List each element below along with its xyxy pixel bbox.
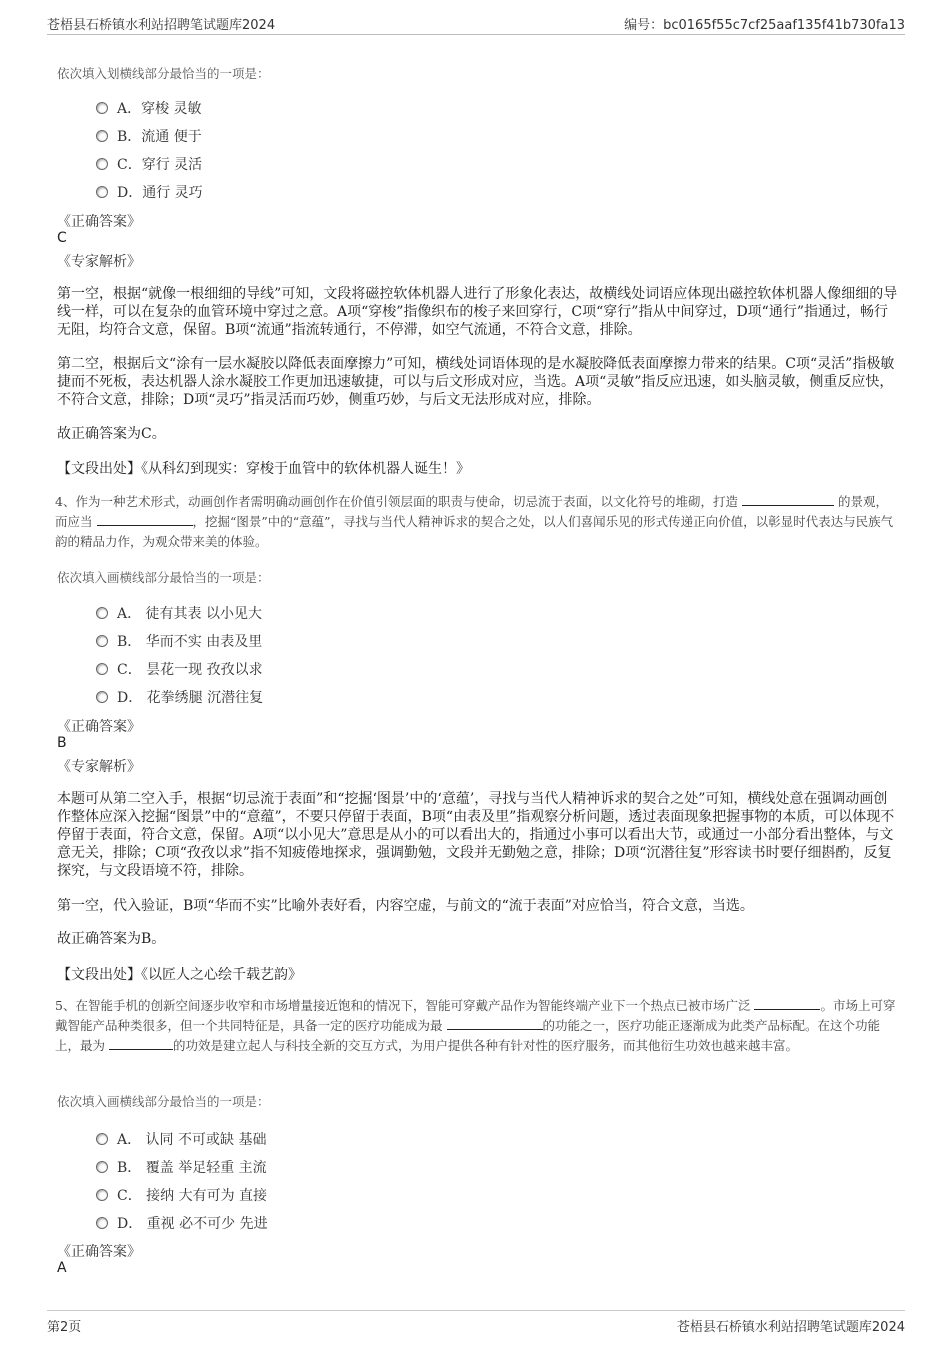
q4-option-c[interactable]: C． 昙花一现 孜孜以求 [96, 659, 263, 679]
page-footer [47, 1310, 905, 1337]
q5-prompt: 依次填入画横线部分最恰当的一项是： [57, 1094, 270, 1109]
q3-answer: C [57, 230, 67, 246]
radio-icon[interactable] [96, 663, 108, 675]
q3-analysis-p1: 第一空，根据“就像一根细细的导线”可知，文段将磁控软体机器人进行了形象化表达，故横线处词语应体现出磁控软体机器人像细细的导线一样，可以在复杂的血管环境中穿过之意。A项“穿梭”指像织布的梭子来回穿行，C项“穿行”指从中间穿过，D项“通行”指通过，畅行无阻，均符合文意，保留。B项“流通”指流转通行，不停滞，如空气流通，不符合文意，排除。 [57, 286, 898, 338]
q5-option-b[interactable]: B． 覆盖 举足轻重 主流 [96, 1157, 267, 1177]
radio-icon[interactable] [96, 130, 108, 142]
q4-answer-label: 《正确答案》 [57, 719, 141, 735]
page-number: 第2页 [47, 1320, 82, 1335]
q3-option-b[interactable]: B．流通 便于 [96, 126, 202, 146]
radio-icon[interactable] [96, 186, 108, 198]
q3-option-c[interactable]: C．穿行 灵活 [96, 154, 202, 174]
q4-answer: B [57, 735, 67, 751]
q3-analysis-conclusion: 故正确答案为C。 [57, 426, 166, 442]
radio-icon[interactable] [96, 102, 108, 114]
q4-analysis-label: 《专家解析》 [57, 759, 141, 775]
header-doc-title: 苍梧县石桥镇水利站招聘笔试题库2024 [47, 18, 276, 33]
header-doc-id: 编号：bc0165f55c7cf25aaf135f41b730fa13 [624, 18, 905, 33]
radio-icon[interactable] [96, 158, 108, 170]
radio-icon[interactable] [96, 1217, 108, 1229]
q5-answer: A [57, 1260, 67, 1276]
radio-icon[interactable] [96, 1161, 108, 1173]
q4-source: 【文段出处】《以匠人之心绘千载艺韵》 [57, 967, 302, 983]
q3-source: 【文段出处】《从科幻到现实：穿梭于血管中的软体机器人诞生！》 [57, 461, 470, 477]
q4-stem: 4、作为一种艺术形式，动画创作者需明确动画创作在价值引领层面的职责与使命，切忌流于表面，以文化符号的堆砌，打造 的景观，而应当 ，挖掘“图景”中的“意蕴”，寻找与当代人精神诉求的契合之处，以人们喜闻乐见的形式传递正向价值，以彰显时代表达与民族气韵的精品力作，为观众带来美的体验。 [55, 494, 894, 549]
q4-blank-1 [742, 493, 834, 506]
q5-option-d[interactable]: D． 重视 必不可少 先进 [96, 1213, 268, 1233]
q3-option-d[interactable]: D．通行 灵巧 [96, 182, 203, 202]
q4-analysis-p1: 本题可从第二空入手，根据“切忌流于表面”和“挖掘‘图景’中的‘意蕴’，寻找与当代人精神诉求的契合之处”可知，横线处意在强调动画创作整体应深入挖掘“图景”中的“意蕴”，不要只停留于表面，B项“由表及里”指观察分析问题，透过表面现象把握事物的本质，可以体现不停留于表面，符合文意，保留。A项“以小见大”意思是从小的可以看出大的，指通过小事可以看出大节，或通过一小部分看出整体，与文意无关，排除；C项“孜孜以求”指不知疲倦地探求，强调勤勉，文段并无勤勉之意，排除；D项“沉潜往复”形容读书时要仔细斟酌，反复探究，与文段语境不符，排除。 [57, 791, 895, 879]
q4-blank-2 [97, 513, 193, 526]
q3-analysis-label: 《专家解析》 [57, 254, 141, 270]
radio-icon[interactable] [96, 691, 108, 703]
q3-prompt: 依次填入划横线部分最恰当的一项是： [57, 66, 270, 81]
radio-icon[interactable] [96, 1133, 108, 1145]
q4-option-b[interactable]: B． 华而不实 由表及里 [96, 631, 262, 651]
radio-icon[interactable] [96, 1189, 108, 1201]
q3-option-a[interactable]: A．穿梭 灵敏 [96, 98, 202, 118]
q5-answer-label: 《正确答案》 [57, 1244, 141, 1260]
radio-icon[interactable] [96, 635, 108, 647]
q3-analysis-p2: 第二空，根据后文“涂有一层水凝胶以降低表面摩擦力”可知，横线处词语体现的是水凝胶降低表面摩擦力带来的结果。C项“灵活”指极敏捷而不死板，表达机器人涂水凝胶工作更加迅速敏捷，可以与后文形成对应，当选。A项“灵敏”指反应迅速，如头脑灵敏，侧重反应快，不符合文意，排除；D项“灵巧”指灵活而巧妙，侧重巧妙，与后文无法形成对应，排除。 [57, 356, 895, 408]
radio-icon[interactable] [96, 607, 108, 619]
q4-analysis-conclusion: 故正确答案为B。 [57, 931, 166, 947]
q5-option-c[interactable]: C． 接纳 大有可为 直接 [96, 1185, 267, 1205]
q4-analysis-p2: 第一空，代入验证，B项“华而不实”比喻外表好看，内容空虚，与前文的“流于表面”对应恰当，符合文意，当选。 [57, 898, 754, 914]
q4-option-d[interactable]: D． 花拳绣腿 沉潜往复 [96, 687, 263, 707]
q5-blank-1 [754, 997, 820, 1010]
q5-blank-2 [447, 1017, 543, 1030]
q4-prompt: 依次填入画横线部分最恰当的一项是： [57, 570, 270, 585]
q5-blank-3 [109, 1037, 173, 1050]
q4-option-a[interactable]: A． 徒有其表 以小见大 [96, 603, 262, 623]
page-header [47, 10, 905, 35]
footer-doc-title: 苍梧县石桥镇水利站招聘笔试题库2024 [676, 1320, 905, 1335]
q5-option-a[interactable]: A． 认同 不可或缺 基础 [96, 1129, 266, 1149]
q5-stem: 5、在智能手机的创新空间逐步收窄和市场增量接近饱和的情况下，智能可穿戴产品作为智能终端产业下一个热点已被市场广泛 。市场上可穿戴智能产品种类很多，但一个共同特征是，具备一定的医疗功能成为最 的功能之一，医疗功能正逐渐成为此类产品标配。在这个功能上，最为 的功效是建立起人与科技全新的交互方式，为用户提供各种有针对性的医疗服务，而其他衍生功效也越来越丰富。 [55, 998, 896, 1053]
q3-answer-label: 《正确答案》 [57, 214, 141, 230]
